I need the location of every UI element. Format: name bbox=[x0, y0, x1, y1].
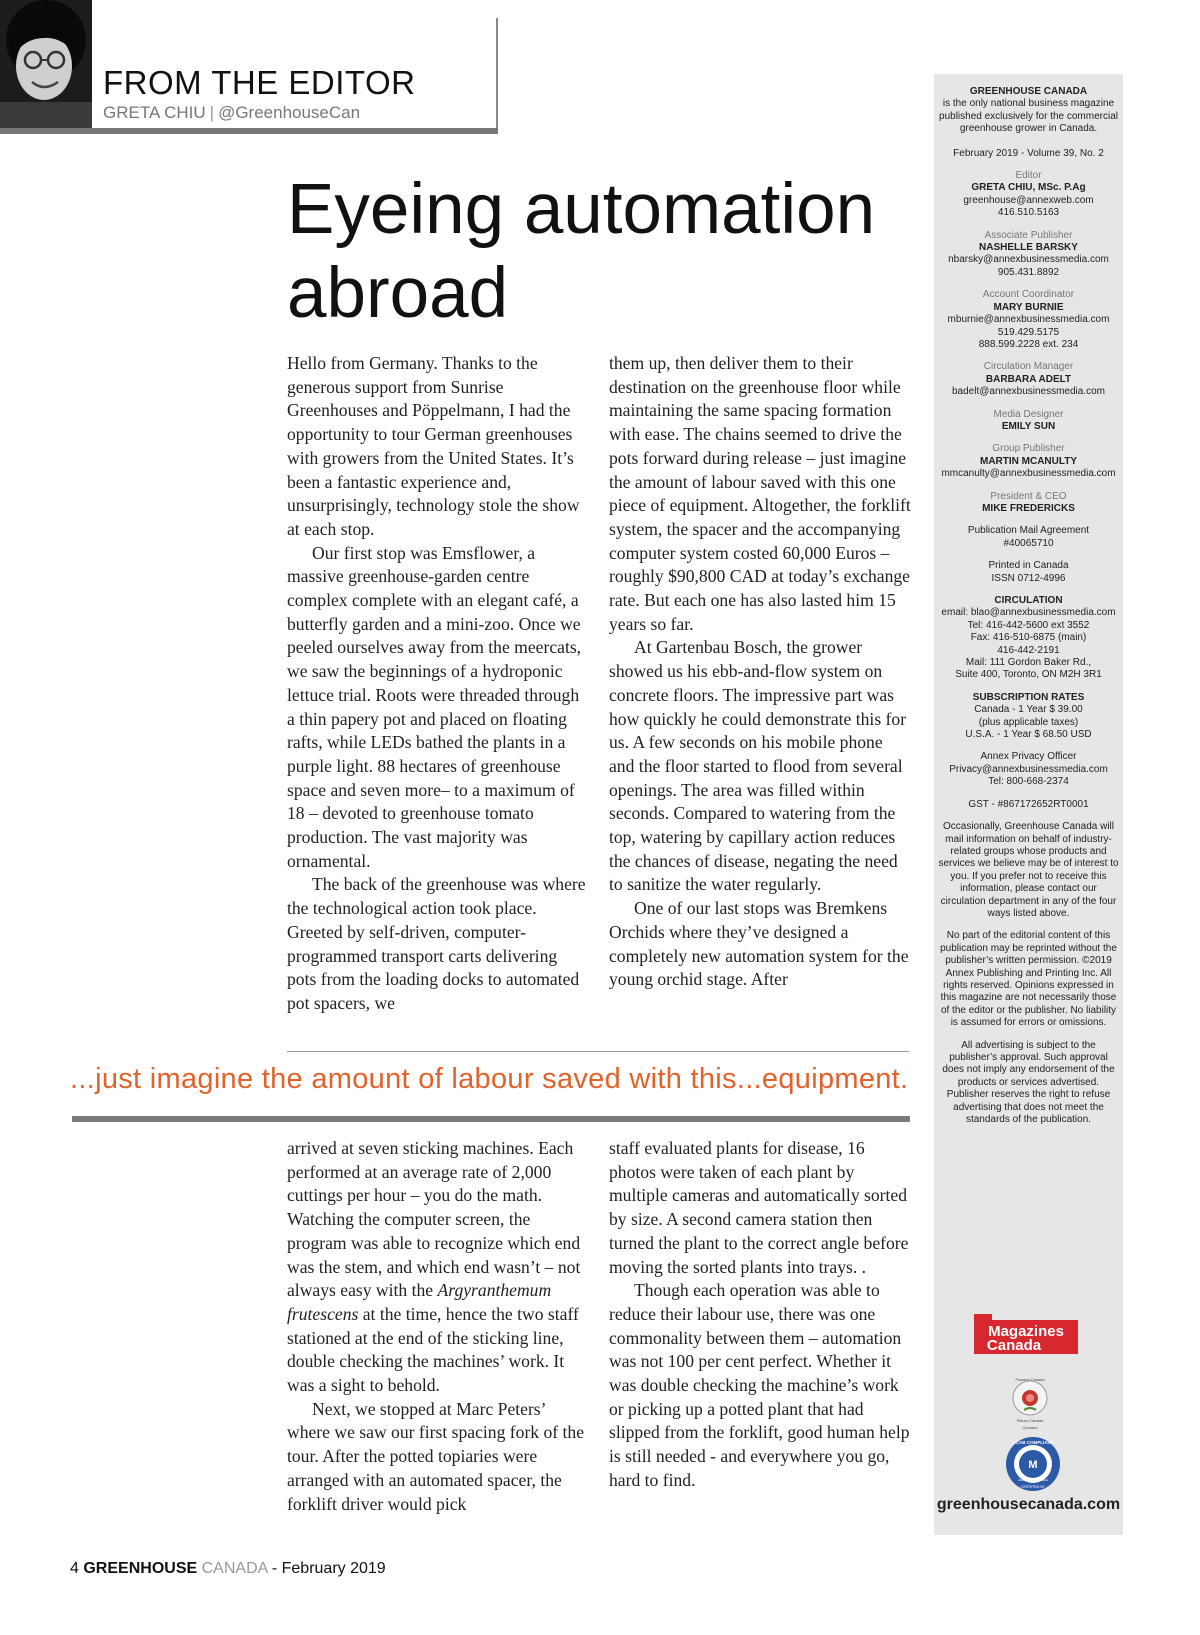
staff-role: Circulation Manager bbox=[983, 361, 1074, 373]
staff-role: Media Designer bbox=[993, 408, 1064, 420]
staff-entry bbox=[934, 443, 1123, 480]
text-line: 416-442-2191 bbox=[997, 644, 1060, 656]
staff-email[interactable]: mmcanulty@annexbusinessmedia.com bbox=[941, 468, 1116, 480]
paragraph: One of our last stops was Bremkens Orchids where they’ve designed a completely new automation system for the young orchid stage. After bbox=[609, 898, 909, 990]
printed-info bbox=[934, 560, 1123, 585]
staff-email[interactable]: badelt@annexbusinessmedia.com bbox=[951, 386, 1106, 398]
circulation-info bbox=[934, 595, 1123, 682]
staff-name: MARTIN MCANULTY bbox=[979, 455, 1078, 467]
staff-entry bbox=[934, 230, 1123, 280]
staff-entry bbox=[934, 289, 1123, 351]
twitter-handle[interactable]: @GreenhouseCan bbox=[218, 103, 361, 122]
staff-entry bbox=[934, 409, 1123, 434]
text-line: Suite 400, Toronto, ON M2H 3R1 bbox=[955, 669, 1102, 681]
header-rule-horizontal bbox=[0, 128, 498, 134]
paragraph bbox=[287, 1137, 587, 1398]
notice-mail: Occasionally, Greenhouse Canada will mail information on behalf of industry-related groups whose products and services we believe may be of interest to you. If you prefer not to receive this information, please contact our circulation department in any of the four ways listed above. bbox=[938, 821, 1119, 919]
seal-text: Flowers Canada bbox=[1015, 1377, 1045, 1382]
notice-copyright: No part of the editorial content of this publication may be reprinted without the publisher’s written permission. ©2019 Annex Publishing and Printing Inc. All rights reserved. Opinions expressed in this magazine are not necessarily those of the editor or the publisher. No liability is assumed for errors or omissions. bbox=[940, 930, 1117, 1029]
staff-name: NASHELLE BARSKY bbox=[979, 242, 1078, 254]
paragraph: At Gartenbau Bosch, the grower showed us his ebb-and-flow system on concrete floors. The impressive part was how quickly he could demonstrate this for us. A few seconds on his mobile phone and the floor started to flood from several openings. The area was filled within seconds. Compared to watering from the top, watering by capillary action reduces the chances of disease, negating the need to sanitize the water regularly. bbox=[609, 637, 907, 895]
staff-role: Account Coordinator bbox=[982, 289, 1075, 301]
paragraph: Next, we stopped at Marc Peters’ where we saw our first spacing fork of the tour. After the potted topiaries were arranged with an automated spacer, the forklift driver would pick bbox=[287, 1398, 585, 1514]
seal-text: Fleurs Canada bbox=[1016, 1418, 1044, 1423]
text-line: Publication Mail Agreement bbox=[967, 525, 1090, 537]
staff-name: BARBARA ADELT bbox=[985, 373, 1072, 385]
staff-list bbox=[934, 170, 1123, 515]
pullquote-rule-top bbox=[287, 1051, 909, 1052]
staff-phone: 888.599.2228 ext. 234 bbox=[978, 338, 1079, 350]
badge-text: CCAB COMPLIANT bbox=[1012, 1440, 1054, 1445]
article-column-1 bbox=[287, 352, 587, 1016]
staff-name: EMILY SUN bbox=[1001, 420, 1056, 432]
editor-photo bbox=[0, 0, 92, 134]
staff-role: Group Publisher bbox=[992, 443, 1065, 455]
subscription-rates bbox=[934, 692, 1123, 742]
staff-email[interactable]: mburnie@annexbusinessmedia.com bbox=[947, 314, 1110, 326]
staff-name: MARY BURNIE bbox=[993, 301, 1064, 313]
text-line: (plus applicable taxes) bbox=[978, 716, 1079, 728]
byline-separator: | bbox=[209, 103, 215, 122]
text-line: Mail: 111 Gordon Baker Rd., bbox=[965, 657, 1092, 669]
paragraph: The back of the greenhouse was where the technological action took place. Greeted by self-driven, computer-programmed transport carts delivering pots from the loading docks to automated pot spacers, we bbox=[287, 874, 586, 1013]
notice-advertising: All advertising is subject to the publisher’s approval. Such approval does not imply any endorsement of the products or services advertised. Publisher reserves the right to refuse advertising that does not meet the standards of the publication. bbox=[942, 1039, 1115, 1126]
pullquote: ...just imagine the amount of labour saved with this...equipment. bbox=[70, 1063, 909, 1095]
page-footer bbox=[70, 1560, 386, 1578]
text-run: arrived at seven sticking machines. Each performed at an average rate of 2,000 cuttings per hour – you do the math. Watching the computer screen, the program was able to recognize which end was the stem, and which end wasn’t – not always easy with the bbox=[287, 1138, 581, 1301]
paragraph: them up, then deliver them to their destination on the greenhouse floor while maintaining the same spacing formation with ease. The chains seemed to drive the pots forward during release – just imagine the amount of labour saved with this one piece of equipment. Altogether, the forklift system, the spacer and the accompanying computer system costed 60,000 Euros – roughly $90,800 CAD at today’s exchange rate. But each one has also lasted him 15 years so far. bbox=[609, 353, 911, 634]
staff-email[interactable]: greenhouse@annexweb.com bbox=[963, 194, 1094, 206]
privacy-officer bbox=[934, 751, 1123, 788]
svg-text:M: M bbox=[1028, 1459, 1038, 1471]
article-column-3 bbox=[287, 1137, 587, 1516]
article-column-2 bbox=[609, 352, 911, 992]
publication-name-light: CANADA bbox=[201, 1560, 268, 1577]
badge-text: CERTIFIED BY bbox=[1020, 1485, 1046, 1489]
magazines-canada-text: Magazines bbox=[988, 1323, 1064, 1340]
ccab-compliant-badge bbox=[1005, 1436, 1061, 1492]
author-name: GRETA CHIU bbox=[103, 103, 206, 122]
staff-name: GRETA CHIU, MSc. P.Ag bbox=[971, 182, 1086, 194]
website-link[interactable]: greenhousecanada.com bbox=[936, 1496, 1121, 1513]
byline bbox=[103, 104, 360, 121]
masthead-intro bbox=[934, 86, 1123, 136]
paragraph: Though each operation was able to reduce their labour use, there was one commonality between them – automation was not 100 per cent perfect. Whether it was double checking the machine’s work or picking up a potted plant that had slipped from the forklift, good human help is still needed - and everywhere you go, hard to find. bbox=[609, 1280, 910, 1490]
staff-email[interactable]: nbarsky@annexbusinessmedia.com bbox=[948, 254, 1109, 266]
paragraph: Hello from Germany. Thanks to the generous support from Sunrise Greenhouses and Pöppelmann, I had the opportunity to tour German greenhouses with growers from the United States. It’s been a fantastic experience and, unsurprisingly, technology stole the show at each stop. bbox=[287, 353, 580, 539]
staff-name: MIKE FREDERICKS bbox=[982, 502, 1075, 514]
text-line: Fax: 416-510-6875 (main) bbox=[970, 632, 1087, 644]
text-line: Tel: 800-668-2374 bbox=[988, 776, 1069, 788]
staff-entry bbox=[934, 491, 1123, 516]
text-line: Tel: 416-442-5600 ext 3552 bbox=[967, 619, 1090, 631]
magazines-canada-text: Canada bbox=[986, 1337, 1042, 1354]
staff-entry bbox=[934, 361, 1123, 398]
circulation-title: CIRCULATION bbox=[994, 595, 1063, 606]
article-column-4 bbox=[609, 1137, 911, 1493]
gst-number: GST - #867172652RT0001 bbox=[968, 798, 1089, 810]
badge-text: Alliance for Audited Media bbox=[1018, 1479, 1048, 1482]
text-line: Printed in Canada bbox=[988, 560, 1069, 572]
staff-entry bbox=[934, 170, 1123, 220]
text-run: at the time, hence the two staff stationed at the end of the sticking line, double checking the machines’ work. It was a sight to behold. bbox=[287, 1303, 579, 1396]
text-line: U.S.A. - 1 Year $ 68.50 USD bbox=[965, 729, 1092, 741]
mail-agreement bbox=[934, 525, 1123, 550]
staff-role: President & CEO bbox=[990, 490, 1067, 502]
issue-info: February 2019 - Volume 39, No. 2 bbox=[953, 147, 1104, 159]
text-line: #40065710 bbox=[1003, 537, 1054, 549]
rates-title: SUBSCRIPTION RATES bbox=[972, 691, 1085, 703]
masthead-title: GREENHOUSE CANADA bbox=[969, 86, 1088, 97]
section-label: FROM THE EDITOR bbox=[103, 64, 416, 101]
staff-phone: 519.429.5175 bbox=[997, 326, 1060, 338]
species-name: Argyranthemum frutescens bbox=[287, 1280, 552, 1324]
staff-role: Editor bbox=[1015, 170, 1042, 182]
text-line: Annex Privacy Officer bbox=[980, 751, 1077, 763]
article-headline: Eyeing automation abroad bbox=[287, 170, 876, 333]
staff-phone: 905.431.8892 bbox=[997, 266, 1060, 278]
masthead-sidebar bbox=[934, 74, 1123, 1535]
masthead-intro-text: is the only national business magazine published exclusively for the commercial greenhouse grower in Canada. bbox=[939, 98, 1118, 135]
publication-name: GREENHOUSE bbox=[83, 1560, 198, 1577]
staff-role: Associate Publisher bbox=[984, 229, 1073, 241]
issue-date: - February 2019 bbox=[267, 1560, 386, 1577]
seal-text: Growers bbox=[1022, 1425, 1038, 1430]
magazines-canada-logo bbox=[974, 1314, 1078, 1354]
pullquote-rule-bottom bbox=[72, 1116, 910, 1122]
contact-email[interactable]: email: blao@annexbusinessmedia.com bbox=[941, 607, 1116, 619]
page-number: 4 bbox=[70, 1560, 79, 1577]
staff-phone: 416.510.5163 bbox=[997, 207, 1060, 219]
text-line: Canada - 1 Year $ 39.00 bbox=[974, 704, 1083, 716]
flowers-canada-seal bbox=[1010, 1376, 1050, 1432]
text-line: ISSN 0712-4996 bbox=[991, 572, 1066, 584]
header-rule-vertical bbox=[496, 18, 498, 134]
paragraph: Our first stop was Emsflower, a massive greenhouse-garden centre complex complete with an elegant café, a butterfly garden and a mini-zoo. Once we peeled ourselves away from the meercats, we saw the beginnings of a hydroponic lettuce trial. Roots were threaded through a thin papery pot and placed on floating rafts, while LEDs bathed the plants in a purple light. 88 hectares of greenhouse space and seven more– to a maximum of 18 – devoted to greenhouse tomato production. The vast majority was ornamental. bbox=[287, 542, 582, 871]
privacy-email[interactable]: Privacy@annexbusinessmedia.com bbox=[949, 763, 1108, 775]
paragraph: staff evaluated plants for disease, 16 photos were taken of each plant by multiple cameras and automatically sorted by size. A second camera station then turned the plant to the correct angle before moving the sorted plants into trays. . bbox=[609, 1138, 909, 1277]
